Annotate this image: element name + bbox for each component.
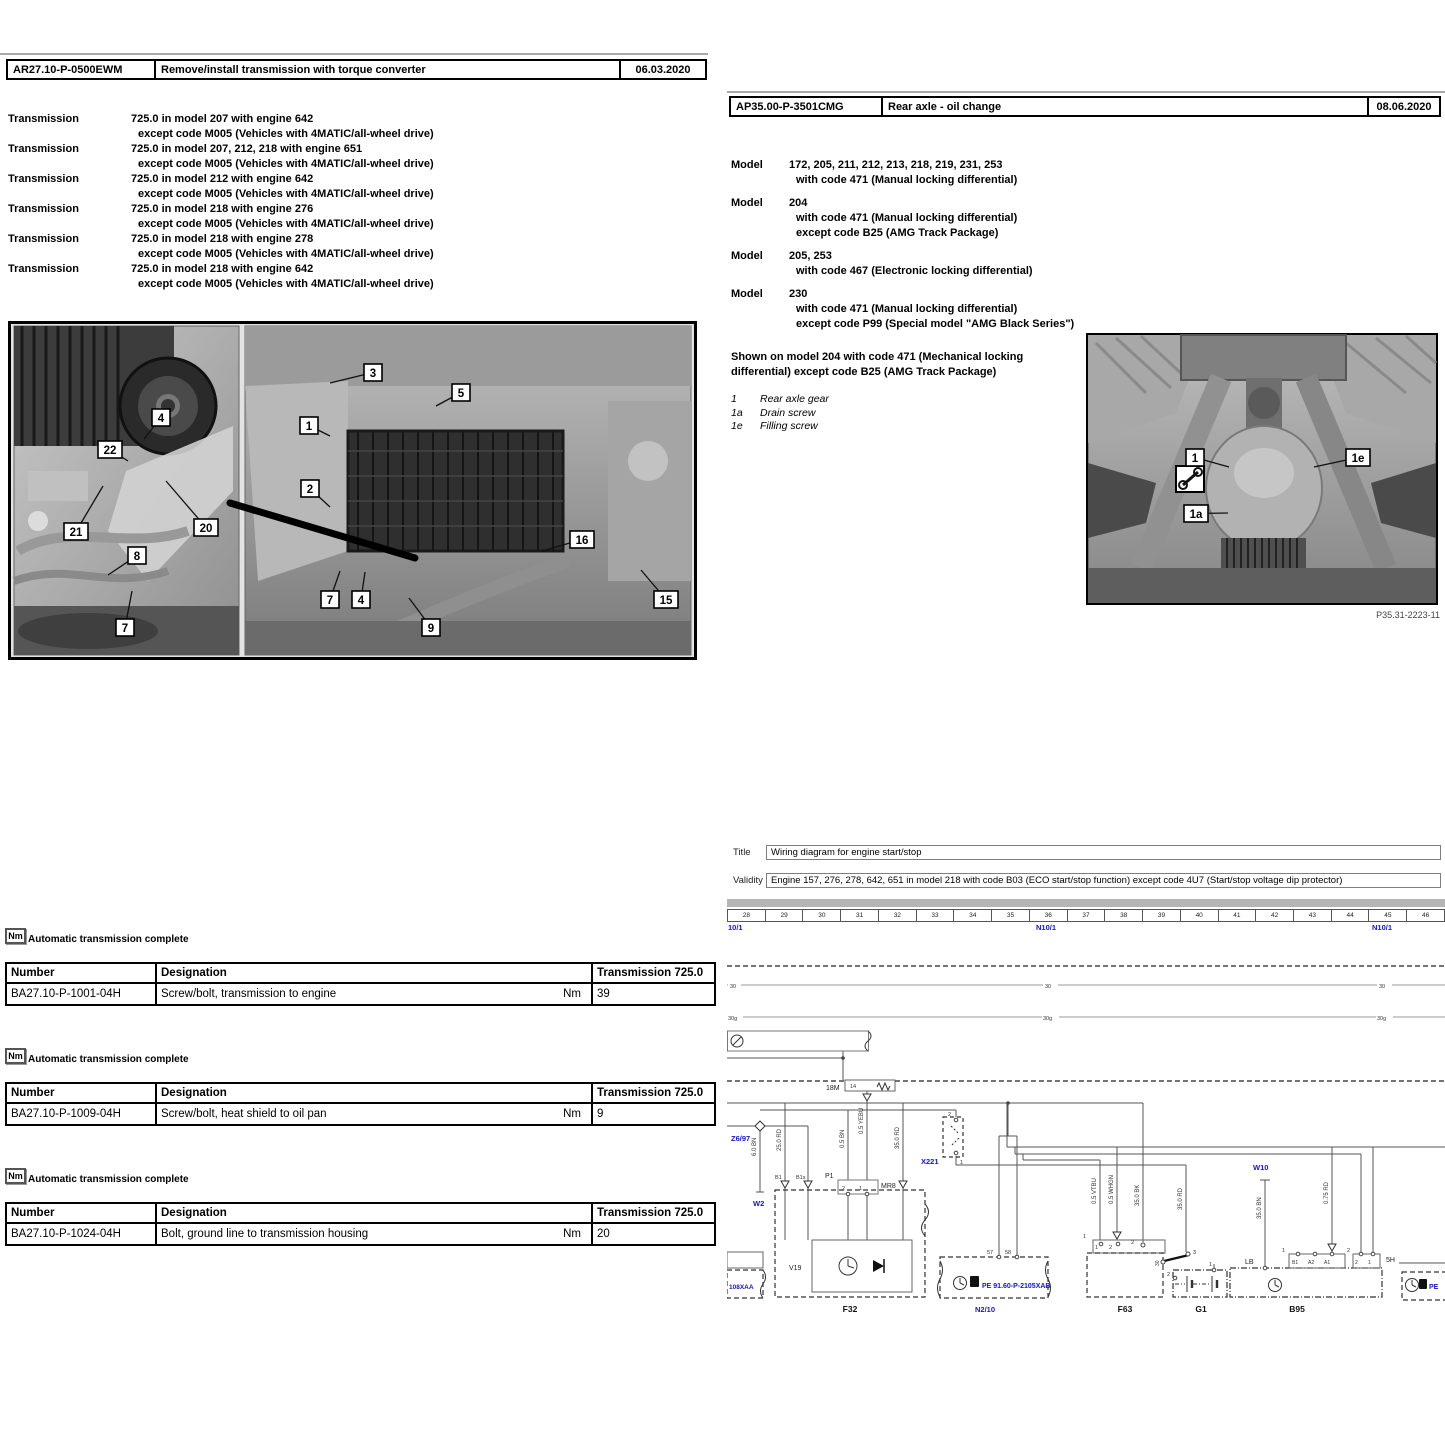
ruler-cell: 33 [917,910,955,921]
schematic-label: 2 [1167,1272,1171,1278]
schematic-label: 1 [1095,1245,1099,1251]
schematic-label: 30g [1043,1016,1053,1022]
spec-row [731,196,1431,241]
table-row [6,1103,715,1125]
nm-icon: Nm [5,1048,26,1064]
spec-row [731,249,1431,279]
spec-line: except code B25 (AMG Track Package) [796,227,999,239]
wire-label: 0.5 WHGN [1109,1174,1115,1204]
spec-label: Model [731,250,763,262]
component-ref-label: N2/10 [975,1305,996,1314]
note-line: differential) except code B25 (AMG Track Package) [731,366,997,378]
spec-row [8,262,710,292]
circuit-30-lines [727,985,1445,1017]
ruler-cell: 46 [1421,912,1430,919]
legend-text: Filling screw [760,420,818,432]
spec-line: with code 471 (Manual locking differential) [796,174,1018,186]
schematic-label: 2 [842,1186,846,1192]
col-designation: Designation [156,1203,592,1223]
spec-lines [131,202,434,232]
component-ref-label: W2 [753,1199,765,1208]
legend-text: Rear axle gear [760,393,829,405]
ruler-cell: 37 [1068,910,1106,921]
schematic-label: B1 [775,1175,782,1181]
connector-Z6-97 [755,1121,765,1131]
spec-lines [789,196,1017,241]
schematic-label: 18M [826,1085,840,1092]
spec-lines [131,112,434,142]
torque-table [5,1082,716,1126]
title-label: Title [733,847,751,858]
col-number: Number [6,1083,156,1103]
callout-number: 7 [121,623,129,635]
photo-left [14,326,239,655]
callout-number: 9 [427,623,435,635]
spec-line: except code M005 (Vehicles with 4MATIC/all-wheel drive) [138,128,434,140]
ruler-cell: 42 [1256,910,1294,921]
ruler-cell: 36 [1030,910,1068,921]
schematic-label: 30 [1379,984,1386,990]
schematic-label: F63 [1117,1304,1133,1314]
spec-line: except code P99 (Special model "AMG Black Series") [796,318,1075,330]
callout-number: 3 [369,368,377,380]
spec-line: except code M005 (Vehicles with 4MATIC/all-wheel drive) [138,278,434,290]
callout-number: 21 [69,527,83,539]
spec-lines [789,287,1074,332]
callout-number: 22 [103,445,117,457]
page-edge-rule [727,91,1445,93]
part-number: BA27.10-P-1009-04H [6,1103,156,1125]
component-F32 [775,1190,929,1297]
col-transmission: Transmission 725.0 [592,963,715,983]
fuse-bus [728,1031,872,1051]
part-number: BA27.10-P-1024-04H [6,1223,156,1245]
spec-lines [131,142,434,172]
spec-line: 725.0 in model 212 with engine 642 [131,173,314,185]
undercarriage-photos [8,321,697,660]
table-header-row [6,1203,715,1223]
schematic-label: 14 [850,1084,857,1090]
col-transmission: Transmission 725.0 [592,1083,715,1103]
validity-label: Validity [733,875,763,886]
table-header-row [6,1083,715,1103]
callout-number: 1 [1191,453,1199,465]
designation-text: Bolt, ground line to transmission housing [161,1228,369,1240]
spec-row [8,112,710,142]
spec-label: Transmission [8,173,79,185]
schematic-label: 2 [1355,1260,1358,1266]
torque-value: 20 [592,1223,715,1245]
spec-label: Transmission [8,113,79,125]
component-ref-label: N10/1 [1372,923,1393,932]
ruler-cell: 34 [954,910,992,921]
callout-number: 15 [659,595,673,607]
schematic-label: 1 [1083,1234,1087,1240]
connector-X221 [943,1117,963,1157]
legend-key: 1 [731,393,737,405]
spec-label: Model [731,288,763,300]
schematic-label: B95 [1289,1304,1305,1314]
component-ref-label: PE [1429,1284,1439,1291]
spec-line: with code 467 (Electronic locking differential) [796,265,1033,277]
doc-date: 06.03.2020 [619,61,705,78]
wrench-icon [1176,466,1204,492]
component-ref-label: Z6/97 [731,1134,751,1143]
spec-label: Transmission [8,143,79,155]
wire-label: 0.5 BN [840,1129,846,1148]
designation-text: Screw/bolt, transmission to engine [161,988,337,1000]
unit-label: Nm [563,1228,581,1240]
ruler-cell: 28 [728,910,766,921]
wire-label: 35.0 BK [1135,1184,1141,1206]
spec-line: 205, 253 [789,250,832,262]
unit-label: Nm [563,1108,581,1120]
spec-line: 725.0 in model 218 with engine 276 [131,203,314,215]
spec-row [8,202,710,232]
spec-line: except code M005 (Vehicles with 4MATIC/all-wheel drive) [138,188,434,200]
component-ref-label: X221 [921,1157,939,1166]
schematic-label: 1 [1209,1262,1213,1268]
spec-label: Transmission [8,233,79,245]
schematic-label: 2 [1347,1248,1351,1254]
doc-header-tr [729,96,1441,117]
ruler-cell: 40 [1181,910,1219,921]
schematic-label: F32 [842,1304,858,1314]
designation-cell [156,983,592,1005]
callout-number: 2 [306,484,314,496]
unit-label: Nm [563,988,581,1000]
spec-row [8,232,710,262]
spec-line: 725.0 in model 218 with engine 642 [131,263,314,275]
wire-label: 35.0 RD [895,1126,901,1149]
spec-label: Model [731,197,763,209]
validity-input[interactable]: Engine 157, 276, 278, 642, 651 in model 218 with code B03 (ECO start/stop function) except code 4U7 (Start/stop voltage dip protector) [766,873,1441,888]
col-designation: Designation [156,1083,592,1103]
part-number: BA27.10-P-1001-04H [6,983,156,1005]
doc-title: Remove/install transmission with torque converter [161,64,426,76]
schematic-label: V19 [789,1265,802,1272]
ruler-cell: 38 [1105,910,1143,921]
schematic-label: 1 [1282,1248,1286,1254]
schematic-label: P1 [825,1173,834,1180]
spec-row [8,172,710,202]
spec-line: 230 [789,288,808,300]
spec-row [731,158,1431,188]
doc-date: 08.06.2020 [1367,98,1439,115]
torque-value: 9 [592,1103,715,1125]
rear-axle-photo [1086,333,1438,605]
torque-value: 39 [592,983,715,1005]
callout-number: 1 [305,421,313,433]
spec-line: 725.0 in model 207, 212, 218 with engine 651 [131,143,363,155]
schematic-label: A1 [1324,1260,1331,1266]
schematic-label: 30 [1045,984,1052,990]
photo-code: P35.31-2223-11 [1376,610,1440,620]
note-line: Shown on model 204 with code 471 (Mechanical locking [731,351,1024,363]
schematic-label: 58 [1005,1250,1012,1256]
spec-line: except code M005 (Vehicles with 4MATIC/all-wheel drive) [138,158,434,170]
nm-icon: Nm [5,928,26,944]
col-number: Number [6,1203,156,1223]
wire-label: 35.0 RD [1178,1187,1184,1210]
doc-code: AP35.00-P-3501CMG [731,98,883,115]
transmission-list [8,112,710,292]
schematic-label: G1 [1195,1304,1207,1314]
designation-text: Screw/bolt, heat shield to oil pan [161,1108,327,1120]
schematic-label: 1 [960,1160,964,1166]
doc-code: AR27.10-P-0500EWM [8,61,156,78]
spec-line: 172, 205, 211, 212, 213, 218, 219, 231, 253 [789,159,1003,171]
schematic-label: 3 [1193,1250,1197,1256]
legend-item [731,393,1031,407]
separator-bar [727,899,1445,907]
legend [731,393,1031,434]
component-108XAA [727,1252,766,1298]
wire-label: 35.0 BN [1257,1197,1263,1219]
legend-key: 1a [731,406,743,419]
callout-number: 7 [326,595,334,607]
component-ref-label: W10 [1253,1163,1269,1172]
ruler-cell: 35 [992,910,1030,921]
spec-lines [131,262,434,292]
component-ref-label: 108XAA [729,1284,754,1291]
spec-lines [789,158,1017,188]
ruler-cell: 41 [1219,910,1257,921]
ruler-cell: 43 [1294,910,1332,921]
schematic-label: 57 [987,1250,994,1256]
callout-number: 1e [1351,453,1365,465]
section-title: Automatic transmission complete [28,1174,189,1185]
schematic-label: MR8 [881,1183,896,1190]
legend-item [731,420,1031,434]
legend-item [731,407,1031,421]
schematic-label: 2 [1131,1240,1135,1246]
photo-panel-rear-axle [1086,333,1438,610]
table-row [6,983,715,1005]
wiring-diagram [727,921,1445,1445]
spec-line: with code 471 (Manual locking differential) [796,303,1018,315]
spec-line: except code M005 (Vehicles with 4MATIC/all-wheel drive) [138,248,434,260]
page-edge-rule [0,53,708,55]
spec-lines [131,172,434,202]
ruler-cell: 44 [1332,910,1370,921]
model-list [731,158,1431,340]
spec-label: Transmission [8,263,79,275]
component-F63 [1087,1240,1165,1297]
section-title: Automatic transmission complete [28,1054,189,1065]
wire-label: 0.5 VTBU [1092,1177,1098,1204]
torque-table [5,962,716,1006]
schematic-label: 2 [1109,1245,1113,1251]
doc-header-tl [6,59,707,80]
component-N2-10 [938,1257,1051,1298]
legend-key: 1e [731,420,743,432]
schematic-label: 30g [1377,1016,1387,1022]
spec-line: with code 471 (Manual locking differential) [796,212,1018,224]
schematic-label: 2 [948,1112,952,1118]
spec-row [8,142,710,172]
spec-row [731,287,1431,332]
callout-number: 8 [133,551,141,563]
spec-line: 725.0 in model 218 with engine 278 [131,233,314,245]
callout-number: 4 [357,595,365,607]
legend-text: Drain screw [760,406,816,419]
photo-panel-transmission [8,321,697,665]
schematic-label: 1 [859,1186,863,1192]
spec-label: Model [731,159,763,171]
spec-label: Transmission [8,203,79,215]
doc-title: Rear axle - oil change [888,101,1002,113]
shown-on-note [731,350,1071,380]
ruler-cell: 29 [766,910,804,921]
wire-label: 0.5 YEBU [859,1107,865,1134]
schematic-label: LB [1245,1259,1254,1266]
component-5H [1402,1272,1445,1300]
ruler-cell: 30 [803,910,841,921]
wire-label: 6.0 BN [752,1137,758,1156]
spec-line: 725.0 in model 207 with engine 642 [131,113,314,125]
table-row [6,1223,715,1245]
schematic-label: B1 [1292,1260,1299,1266]
spec-lines [789,249,1033,279]
table-header-row [6,963,715,983]
spec-lines [131,232,434,262]
nm-icon: Nm [5,1168,26,1184]
wire-label: 0.75 RD [1324,1181,1330,1204]
wire-label: 30 [1155,1260,1161,1266]
spec-line: except code M005 (Vehicles with 4MATIC/all-wheel drive) [138,218,434,230]
component-ref-label: 10/1 [728,923,743,932]
designation-cell [156,1223,592,1245]
schematic-label: A2 [1308,1260,1315,1266]
designation-cell [156,1103,592,1125]
col-designation: Designation [156,963,592,983]
ruler-cell: 32 [879,910,917,921]
callout-number: 4 [157,413,165,425]
ruler-cell: 45 [1369,910,1407,921]
callout-number: 5 [457,388,465,400]
schematic-label: 30g [728,1016,738,1022]
callout-number: 16 [575,535,589,547]
dashed-bus-lines [727,966,1445,1081]
schematic-label: B1s [796,1175,806,1181]
schematic-label: 5H [1386,1257,1395,1264]
torque-table [5,1202,716,1246]
col-transmission: Transmission 725.0 [592,1203,715,1223]
ruler-cell: 39 [1143,910,1181,921]
callout-number: 1a [1189,509,1203,521]
wire-label: 25.0 RD [777,1128,783,1151]
schematic-label: 1 [1368,1260,1371,1266]
component-G1 [1164,1255,1227,1297]
col-number: Number [6,963,156,983]
component-ref-label: N10/1 [1036,923,1057,932]
schematic-label: 30 [730,984,737,990]
title-input[interactable]: Wiring diagram for engine start/stop [766,845,1441,860]
ruler-cell: 31 [841,910,879,921]
section-title: Automatic transmission complete [28,934,189,945]
callout-number: 20 [199,523,213,535]
component-ref-label: PE 91.60-P-2105XAB [982,1283,1051,1290]
spec-line: 204 [789,197,808,209]
